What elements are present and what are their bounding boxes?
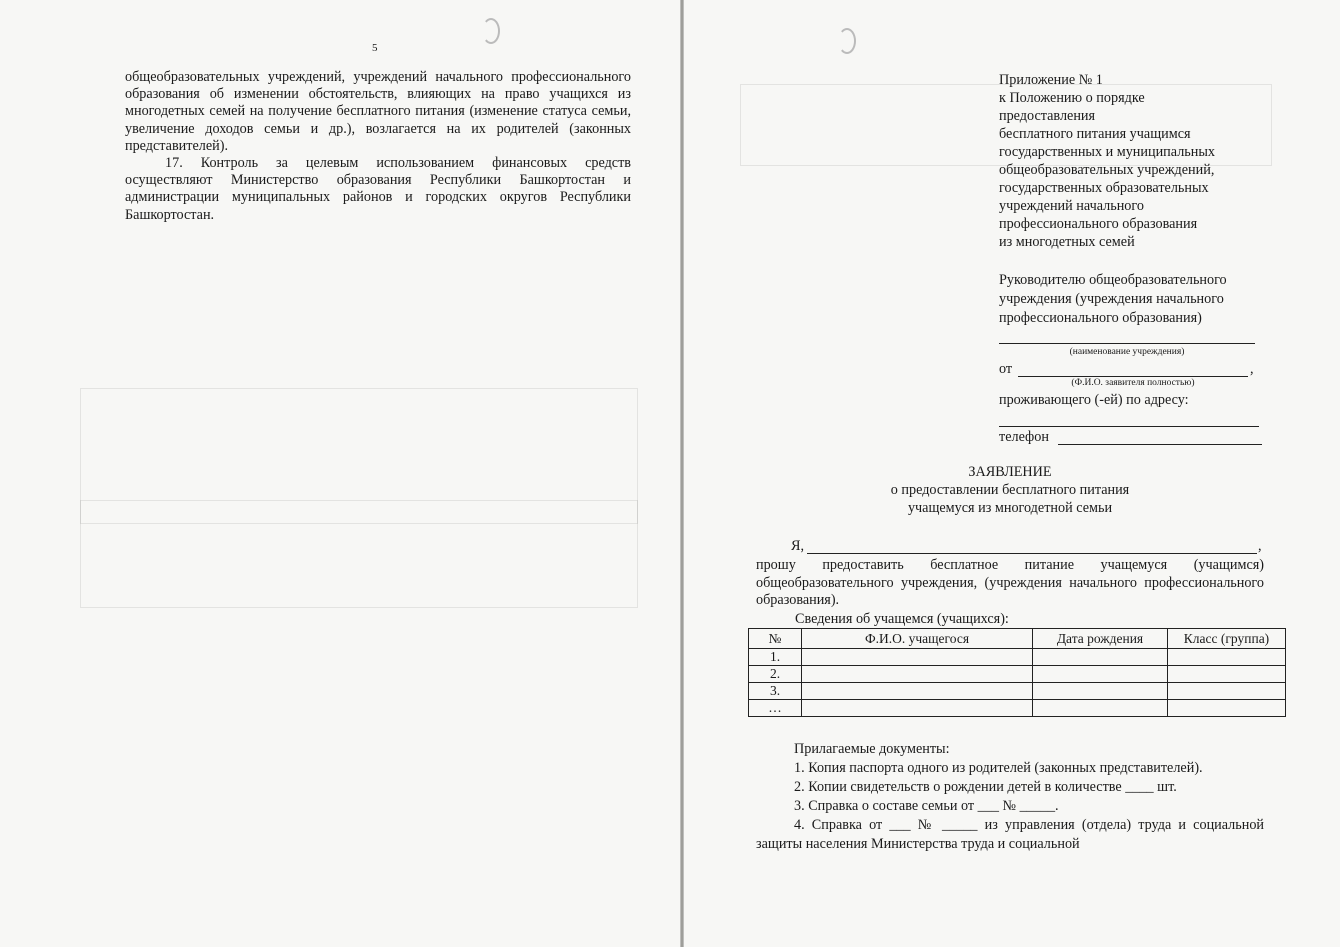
left-page-text: [125, 69, 631, 224]
table-header-row: [749, 629, 1286, 649]
students-table: [748, 628, 1286, 717]
appendix-line: предоставления: [999, 108, 1096, 124]
table-cell: [802, 700, 1033, 717]
table-cell: [1168, 649, 1286, 666]
students-heading: Сведения об учащемся (учащихся):: [795, 611, 1009, 627]
appendix-line: учреждений начального: [999, 198, 1144, 214]
clause-17: 17. Контроль за целевым использованием финансовых средств осуществляют Министерство образования Республики Башкортостан и администрации муниципальных районов и городских округов Республики Башкортостан.: [125, 155, 631, 223]
row-number: 2.: [749, 666, 802, 683]
table-row: [749, 700, 1286, 717]
doc-item: 2. Копии свидетельств о рождении детей в количестве ____ шт.: [794, 779, 1177, 795]
appendix-line: бесплатного питания учащимся: [999, 126, 1191, 142]
table-cell: [802, 683, 1033, 700]
page-fold: [680, 0, 684, 947]
i-comma: ,: [1258, 538, 1262, 554]
table-row: [749, 666, 1286, 683]
attached-documents: [756, 740, 1264, 854]
table-row: [749, 649, 1286, 666]
fio-caption: (Ф.И.О. заявителя полностью): [1071, 378, 1195, 388]
phone-line: [1058, 444, 1262, 445]
i-label: Я,: [791, 538, 805, 554]
punch-hole: [838, 28, 856, 54]
statement-title: ЗАЯВЛЕНИЕ: [968, 464, 1052, 480]
address-label: проживающего (-ей) по адресу:: [999, 392, 1189, 408]
institution-caption: (наименование учреждения): [1069, 347, 1185, 357]
page-number: 5: [372, 42, 378, 54]
appendix-line: государственных образовательных: [999, 180, 1209, 196]
address-line: [999, 426, 1259, 427]
appendix-line: к Положению о порядке: [999, 90, 1145, 106]
appendix-line: из многодетных семей: [999, 234, 1135, 250]
docs-heading: Прилагаемые документы:: [794, 741, 950, 757]
column-header: Ф.И.О. учащегося: [802, 629, 1033, 649]
punch-hole: [482, 18, 500, 44]
table-cell: [1033, 700, 1168, 717]
appendix-line: общеобразовательных учреждений,: [999, 162, 1215, 178]
request-text: прошу предоставить бесплатное питание учащемуся (учащимся) общеобразовательного учреждения, (учреждения начального профессионального образования).: [756, 557, 1264, 608]
appendix-line: профессионального образования: [999, 216, 1198, 232]
request-paragraph: [756, 557, 1264, 610]
table-cell: [1033, 666, 1168, 683]
bleed-through-table: [80, 388, 638, 608]
statement-subtitle: учащемуся из многодетной семьи: [907, 500, 1113, 516]
statement-subtitle: о предоставлении бесплатного питания: [890, 482, 1130, 498]
applicant-name-line: [807, 553, 1257, 554]
doc-item: 4. Справка от ___ № _____ из управления (отдела) труда и социальной защиты населения Министерства труда и социальной: [756, 817, 1264, 852]
table-row: [749, 683, 1286, 700]
table-cell: [1168, 683, 1286, 700]
continuation-paragraph: общеобразовательных учреждений, учреждений начального профессионального образования об изменении обстоятельств, влияющих на право учащихся из многодетных семей на получение бесплатного питания (изменение статуса семьи, увеличение доходов семьи и др.), возлагается на их родителей (законных представителей).: [125, 69, 631, 154]
row-number: …: [749, 700, 802, 717]
doc-item: 1. Копия паспорта одного из родителей (законных представителей).: [794, 760, 1203, 776]
appendix-line: Приложение № 1: [999, 72, 1103, 88]
from-comma: ,: [1250, 361, 1254, 377]
doc-item: 3. Справка о составе семьи от ___ № _____.: [794, 798, 1059, 814]
appendix-header: [999, 71, 1269, 251]
column-header: №: [749, 629, 802, 649]
table-cell: [1168, 700, 1286, 717]
row-number: 1.: [749, 649, 802, 666]
table-cell: [1168, 666, 1286, 683]
table-cell: [1033, 649, 1168, 666]
statement-title-block: [860, 463, 1160, 517]
phone-label: телефон: [999, 429, 1049, 445]
table-cell: [802, 666, 1033, 683]
bleed-through-row: [80, 500, 638, 524]
addressee: Руководителю общеобразовательного учреждения (учреждения начального профессионального образования): [999, 272, 1227, 326]
table-cell: [1033, 683, 1168, 700]
appendix-line: государственных и муниципальных: [999, 144, 1215, 160]
from-label: от: [999, 361, 1013, 377]
table-cell: [802, 649, 1033, 666]
column-header: Дата рождения: [1033, 629, 1168, 649]
applicant-line: [1018, 376, 1248, 377]
institution-line: [999, 343, 1255, 344]
row-number: 3.: [749, 683, 802, 700]
column-header: Класс (группа): [1168, 629, 1286, 649]
